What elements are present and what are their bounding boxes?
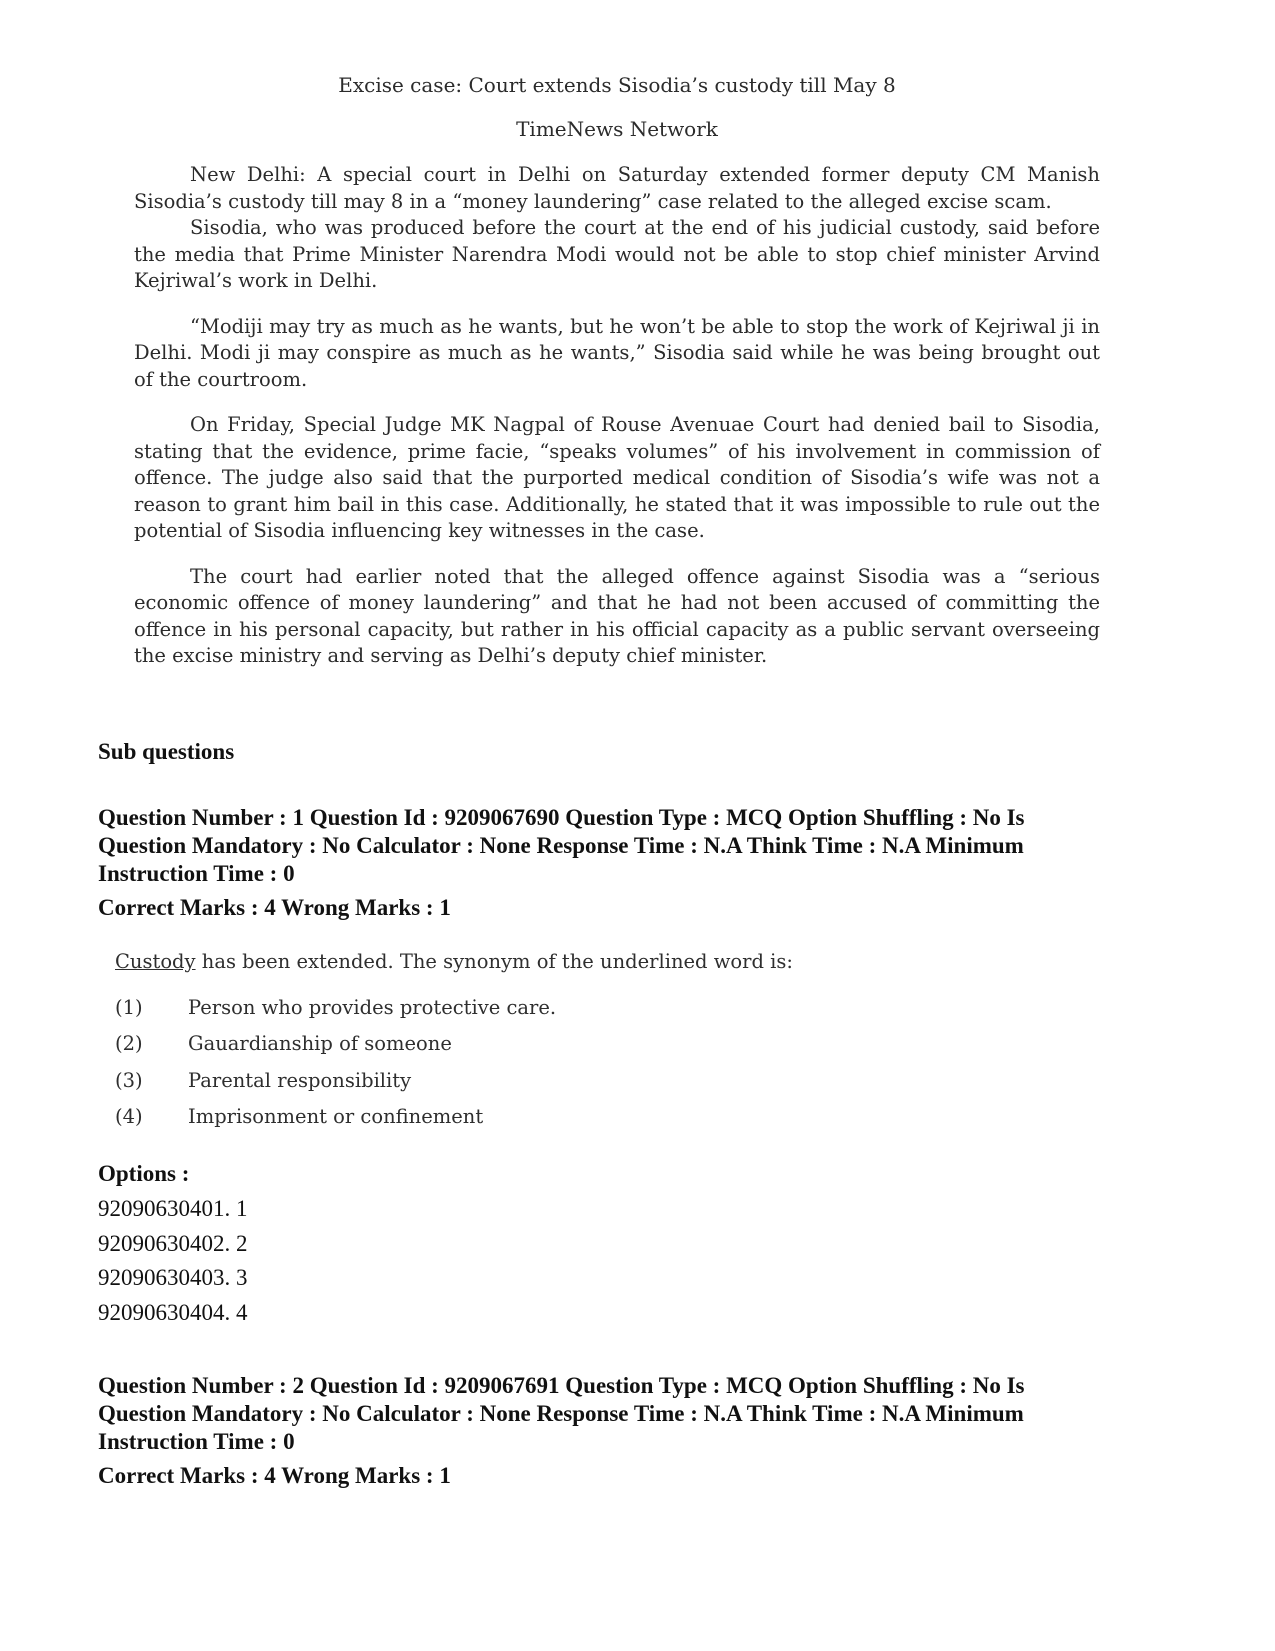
question-marks: Correct Marks : 4 Wrong Marks : 1 (98, 1463, 451, 1488)
passage-byline: TimeNews Network (516, 116, 718, 141)
passage-paragraph: Sisodia, who was produced before the court at the end of his judicial custody, said before the media that Prime Minister Narendra Modi would not be able to stop chief minister Arvind Kejriwal’s work in Delhi. (134, 216, 1100, 292)
choice-item (115, 1026, 1015, 1063)
comprehension-passage (134, 72, 1100, 670)
question-1-body (115, 949, 1015, 1135)
choice-text: Gauardianship of someone (188, 1032, 452, 1056)
choice-text: Parental responsibility (188, 1068, 412, 1092)
option-item: 92090630402. 2 (98, 1230, 248, 1256)
passage-paragraph: The court had earlier noted that the alleged offence against Sisodia was a “serious economic offence of money laundering” and that he had not been accused of committing the offence in his personal capacity, but rather in his official capacity as a public servant overseeing the excise ministry and serving as Delhi’s deputy chief minister. (134, 564, 1100, 667)
underlined-word: Custody (115, 950, 196, 973)
passage-paragraph: On Friday, Special Judge MK Nagpal of Rouse Avenuae Court had denied bail to Sisodia, stating that the evidence, prime facie, “speaks volumes” of his involvement in commission of offence. The judge also said that the purported medical condition of Sisodia’s wife was not a reason to grant him bail in this case. Additionally, he stated that it was impossible to rule out the potential of Sisodia influencing key witnesses in the case. (134, 413, 1100, 542)
question-meta-line: Instruction Time : 0 (98, 861, 295, 886)
options-heading: Options : (98, 1161, 190, 1186)
choice-number: (2) (115, 1032, 143, 1056)
question-1-meta (98, 804, 1103, 922)
question-2-meta (98, 1372, 1103, 1490)
choice-number: (1) (115, 995, 143, 1019)
option-item: 92090630404. 4 (98, 1299, 248, 1325)
passage-paragraph: New Delhi: A special court in Delhi on Saturday extended former deputy CM Manish Sisodia’s custody till may 8 in a “money laundering” case related to the alleged excise scam. (134, 163, 1100, 213)
question-meta-line: Question Mandatory : No Calculator : None Response Time : N.A Think Time : N.A Minimum (98, 1401, 1024, 1426)
question-stem (115, 949, 1015, 975)
choice-number: (3) (115, 1068, 143, 1092)
option-item: 92090630401. 1 (98, 1196, 248, 1221)
passage-paragraph: “Modiji may try as much as he wants, but he won’t be able to stop the work of Kejriwal ji in Delhi. Modi ji may conspire as much as he wants,” Sisodia said while he was being brought out of the courtroom. (134, 314, 1100, 391)
question-meta-line: Question Number : 1 Question Id : 9209067690 Question Type : MCQ Option Shuffling : No Is (98, 805, 1025, 830)
question-meta-line: Question Mandatory : No Calculator : None Response Time : N.A Think Time : N.A Minimum (98, 833, 1024, 858)
choice-text: Imprisonment or confinement (188, 1105, 484, 1129)
choice-number: (4) (115, 1105, 143, 1129)
option-item: 92090630403. 3 (98, 1265, 248, 1290)
choice-item (115, 1062, 1015, 1099)
choice-item (115, 1099, 1015, 1136)
choice-text: Person who provides protective care. (188, 995, 557, 1019)
choice-item (115, 989, 1015, 1026)
question-meta-line: Instruction Time : 0 (98, 1429, 295, 1454)
passage-headline: Excise case: Court extends Sisodia’s custody till May 8 (338, 73, 896, 97)
question-marks: Correct Marks : 4 Wrong Marks : 1 (98, 895, 451, 920)
question-meta-line: Question Number : 2 Question Id : 9209067691 Question Type : MCQ Option Shuffling : No Is (98, 1373, 1025, 1398)
sub-questions-heading: Sub questions (98, 739, 235, 764)
question-stem-text: has been extended. The synonym of the underlined word is: (195, 950, 793, 973)
options-list (98, 1192, 248, 1330)
